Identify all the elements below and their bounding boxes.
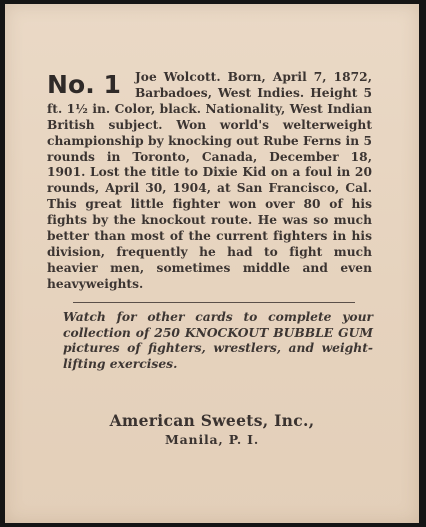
trading-card-back — [5, 4, 419, 523]
divider-rule — [73, 302, 355, 303]
company-name: American Sweets, Inc., — [109, 411, 315, 430]
fighter-bio — [47, 70, 372, 293]
collection-promo: Watch for other cards to complete your collection of 250 KNOCKOUT BUBBLE GUM pictures of fighters, wrestlers, and weight-lifting exercises. — [63, 309, 373, 371]
card-number: No. 1 — [47, 70, 121, 99]
fighter-bio-text: Joe Wolcott. Born, April 7, 1872, Barbadoes, West Indies. Height 5 ft. 1½ in. Color, black. Nationality, West Indian British subject. Won world's welterweight championship by knocking out Rube Ferns in 5 rounds in Toronto, Canada, December 18, 1901. Lost the title to Dixie Kid on a foul in 20 rounds, April 30, 1904, at San Francisco, Cal. This great little fighter won over 80 of his fights by the knockout route. He was so much better than most of the current fighters in his division, frequently he had to fight much heavier men, sometimes middle and even heavyweights. — [47, 70, 372, 291]
company-location: Manila, P. I. — [165, 432, 259, 447]
